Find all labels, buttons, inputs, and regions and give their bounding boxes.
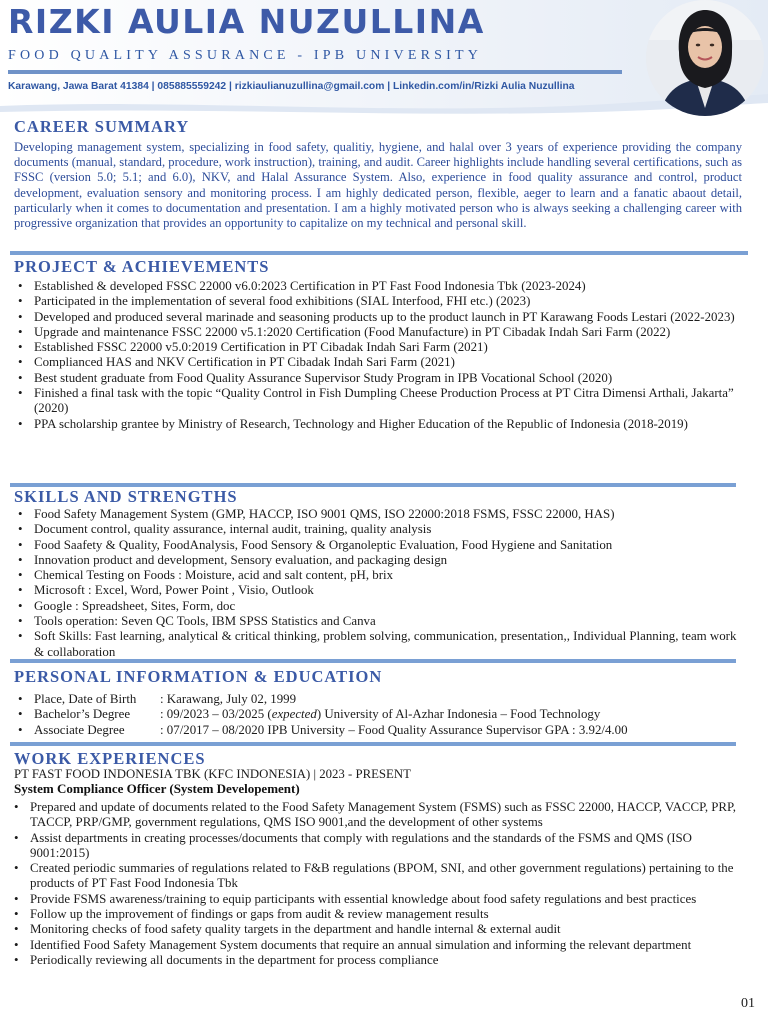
- list-item: • Best student graduate from Food Quality Assurance Supervisor Study Program in IPB Vocational School (2020): [0, 371, 744, 386]
- candidate-headline: FOOD QUALITY ASSURANCE - IPB UNIVERSITY: [8, 48, 483, 63]
- list-item: • Established FSSC 22000 v5.0:2019 Certification in PT Cibadak Indah Sari Farm (2021): [0, 340, 744, 355]
- info-label: Place, Date of Birth: [34, 692, 137, 706]
- list-item: • Provide FSMS awareness/training to equip participants with essential knowledge about food safety regulations and best practices: [0, 892, 736, 907]
- list-item: • Chemical Testing on Foods : Moisture, acid and salt content, pH, brix: [0, 568, 740, 583]
- list-item: • Periodically reviewing all documents in the department for process compliance: [0, 953, 736, 968]
- info-value-emphasis: expected: [271, 707, 317, 722]
- list-item: • Complianced HAS and NKV Certification in PT Cibadak Indah Sari Farm (2021): [0, 355, 744, 370]
- list-item: • Tools operation: Seven QC Tools, IBM SPSS Statistics and Canva: [0, 614, 740, 629]
- list-item: [0, 692, 740, 707]
- list-item: • Upgrade and maintenance FSSC 22000 v5.1:2020 Certification (Food Manufacture) in PT Cibadak Indah Sari Farm (2022): [0, 325, 744, 340]
- info-label: Bachelor’s Degree: [34, 707, 131, 722]
- personal-info-heading: PERSONAL INFORMATION & EDUCATION: [14, 667, 383, 686]
- skills-heading: SKILLS AND STRENGTHS: [14, 487, 238, 506]
- projects-list: [0, 279, 744, 432]
- info-value: ) University of Al-Azhar Indonesia – Food Technology: [316, 707, 601, 722]
- list-item: • Document control, quality assurance, internal audit, training, quality analysis: [0, 522, 740, 537]
- info-value: : 09/2023 – 03/2025 (: [160, 707, 272, 722]
- work-heading: WORK EXPERIENCES: [14, 749, 206, 768]
- work-role: System Compliance Officer (System Developement): [14, 781, 300, 796]
- section-divider: [10, 659, 736, 663]
- list-item: [0, 707, 740, 722]
- list-item: • Created periodic summaries of regulations related to F&B regulations (BPOM, SNI, and other government regulations) pertaining to the products of PT Fast Food Indonesia Tbk: [0, 861, 736, 892]
- career-summary-text: Developing management system, specializing in food safety, qualitiy, hygiene, and halal over 3 years of experience providing the company documents (manual, standard, procedure, work instruction), training, and audit. Career highlights include handling several certifications, such as FSSC (version 5.0; 5.1; and 6.0), NKV, and Halal Assurance System. Also, experience in food quality assurance and control, product development, evaluation sensory and monitoring process. I am highly dedicated person, flexible, aeger to learn and a fanatic abaout detail, particularly when it comes to documentation and presentation. I am a highly motivated person who is always seeking a challenging career with progressive organization that provides an opportunity to capitalize on my technical and personal skill.: [14, 140, 742, 231]
- list-item: • Google : Spreadsheet, Sites, Form, doc: [0, 599, 740, 614]
- list-item: • Food Safety Management System (GMP, HACCP, ISO 9001 QMS, ISO 22000:2018 FSMS, FSSC 22000, HAS): [0, 507, 740, 522]
- section-divider: [10, 251, 748, 255]
- section-divider: [10, 742, 736, 746]
- header-wave-decoration: [0, 88, 768, 118]
- list-item: • Prepared and update of documents related to the Food Safety Management System (FSMS) such as FSSC 22000, HACCP, VACCP, PRP, TACCP, PRP/GMP, government regulations, QMS ISO 9001,and the development of other systems: [0, 800, 736, 831]
- profile-photo: [646, 0, 764, 116]
- list-item: • Monitoring checks of food safety quality targets in the department and handle internal & external audit: [0, 922, 736, 937]
- contact-info: Karawang, Jawa Barat 41384 | 085885559242 | rizkiaulianuzullina@gmail.com | Linkedin.com/in/Rizki Aulia Nuzullina: [8, 81, 575, 92]
- list-item: • Established & developed FSSC 22000 v6.0:2023 Certification in PT Fast Food Indonesia Tbk (2023-2024): [0, 279, 744, 294]
- list-item: • Participated in the implementation of several food exhibitions (SIAL Interfood, FHI etc.) (2023): [0, 294, 744, 309]
- candidate-name: RIZKI AULIA NUZULLINA: [8, 2, 485, 41]
- list-item: • Innovation product and development, Sensory evaluation, and packaging design: [0, 553, 740, 568]
- skills-list: [0, 507, 740, 660]
- list-item: [0, 723, 740, 738]
- list-item: • Microsoft : Excel, Word, Power Point , Visio, Outlook: [0, 583, 740, 598]
- list-item: • Identified Food Safety Management System documents that require an annual simulation and informing the relevant department: [0, 938, 736, 953]
- work-responsibilities-list: [0, 800, 736, 968]
- list-item: • Assist departments in creating processes/documents that comply with regulations and the standards of the FSMS and QMS (ISO 9001:2015): [0, 831, 736, 862]
- career-summary-heading: CAREER SUMMARY: [14, 117, 190, 136]
- list-item: • Follow up the improvement of findings or gaps from audit & review management results: [0, 907, 736, 922]
- list-item: • Food Saafety & Quality, FoodAnalysis, Food Sensory & Organoleptic Evaluation, Food Hygiene and Sanitation: [0, 538, 740, 553]
- personal-info-list: [0, 692, 740, 738]
- list-item: • Finished a final task with the topic “Quality Control in Fish Dumpling Cheese Production Process at PT Citra Dimensi Arthali, Jakarta” (2020): [0, 386, 744, 417]
- info-label: Associate Degree: [34, 722, 125, 737]
- page-number: 01: [741, 996, 755, 1011]
- info-value: : 07/2017 – 08/2020 IPB University – Food Quality Assurance Supervisor GPA : 3.92/4.00: [160, 722, 628, 737]
- list-item: • Soft Skills: Fast learning, analytical & critical thinking, problem solving, communication, presentation,, Individual Planning, team work & collaboration: [0, 629, 740, 660]
- header-divider: [8, 70, 622, 74]
- work-company: PT FAST FOOD INDONESIA TBK (KFC INDONESIA) | 2023 - PRESENT: [14, 767, 411, 781]
- info-value: : Karawang, July 02, 1999: [160, 692, 297, 706]
- projects-heading: PROJECT & ACHIEVEMENTS: [14, 257, 270, 276]
- list-item: • PPA scholarship grantee by Ministry of Research, Technology and Higher Education of the Republic of Indonesia (2018-2019): [0, 417, 744, 432]
- list-item: • Developed and produced several marinade and seasoning products up to the product launch in PT Karawang Foods Lestari (2022-2023): [0, 310, 744, 325]
